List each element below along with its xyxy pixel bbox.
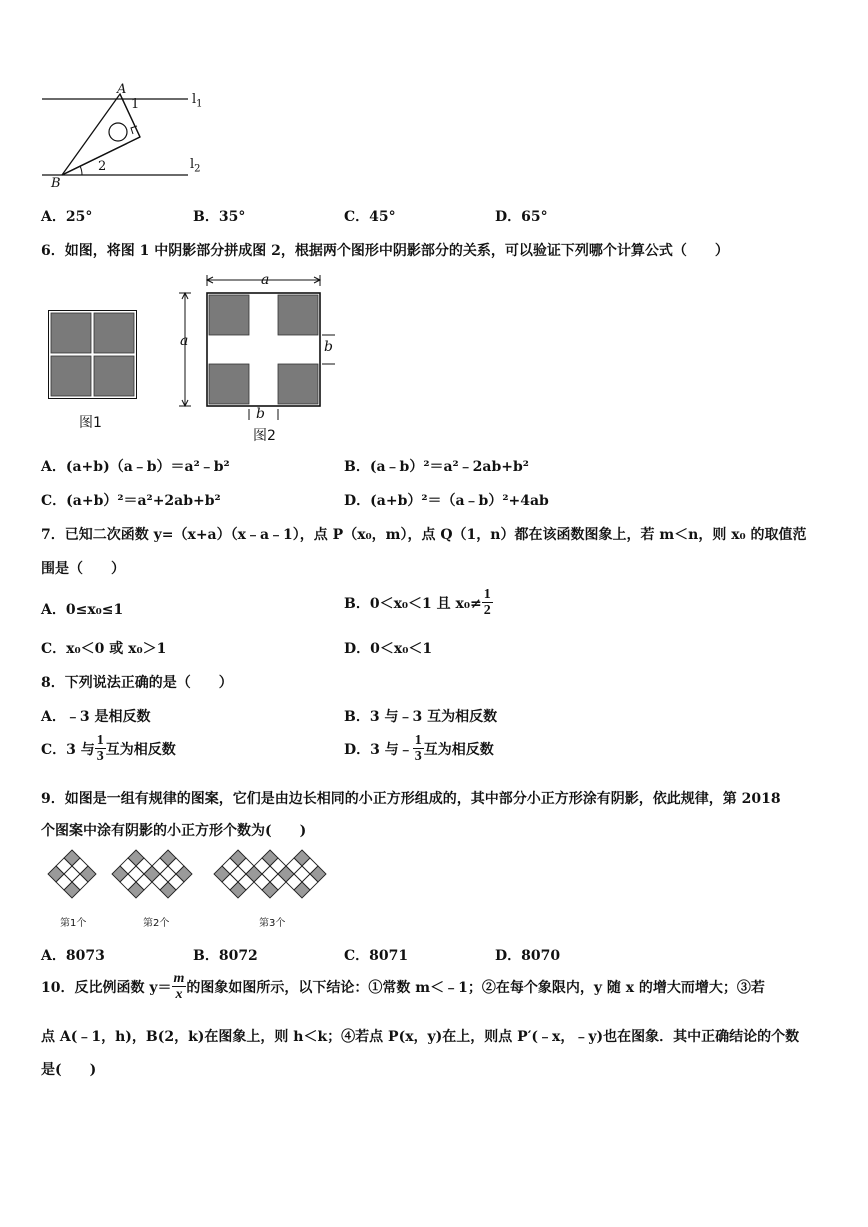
q6-stem: 6．如图，将图 1 中阴影部分拼成图 2，根据两个图形中阴影部分的关系，可以验证下列哪个计算公式（ ） (41, 243, 729, 259)
label-angle-1: 1 (131, 97, 140, 112)
label-l2: $l_2$ (190, 157, 201, 175)
q6-figure-2 (175, 272, 345, 422)
q7-stem-line1: 7．已知二次函数 y=（x+a）（x﹣a﹣1），点 P（x₀，m），点 Q（1，n）都在该函数图象上，若 m＜n，则 x₀ 的取值范 (41, 527, 807, 543)
q9-caption-2: 第2个 (143, 918, 170, 929)
label-b-bottom: b (256, 406, 265, 422)
q5-option-a: A．25° (41, 209, 93, 225)
q9-caption-3: 第3个 (259, 918, 286, 929)
label-A: A (117, 82, 127, 97)
q9-option-a: A．8073 (41, 948, 105, 964)
label-b-right: b (324, 339, 333, 355)
q7-option-a: A．0≤x₀≤1 (41, 602, 124, 618)
q10-stem-line3: 是( ) (41, 1062, 97, 1078)
q9-stem-line2: 个图案中涂有阴影的小正方形个数为( ) (41, 823, 307, 839)
label-a-top: a (261, 272, 270, 288)
label-B: B (51, 176, 61, 191)
q7-option-c: C．x₀＜0 或 x₀＞1 (41, 641, 167, 657)
q8-option-a: A．﹣3 是相反数 (41, 709, 151, 725)
figure-2-caption: 图2 (253, 428, 276, 444)
q7-stem-line2: 围是（ ） (41, 561, 125, 577)
q5-option-d: D．65° (495, 209, 548, 225)
q5-option-b: B．35° (193, 209, 246, 225)
q9-option-d: D．8070 (495, 948, 561, 964)
q10-stem-line1: 10．反比例函数 y＝ $\frac{m}{x}$ 的图象如图所示，以下结论：①常数 m＜﹣1；②在每个象限内，y 随 x 的增大而增大；③若 (41, 971, 765, 1002)
q6-option-a: A．(a+b)（a﹣b）＝a²﹣b² (41, 459, 230, 475)
label-angle-2: 2 (98, 159, 107, 174)
q7-option-b: B．0＜x₀＜1 且 x₀≠ $\frac{1}{2}$ (344, 587, 491, 618)
q8-option-c: C．3 与 $\frac{1}{3}$ 互为相反数 (41, 733, 176, 764)
q9-pattern-sequence (44, 852, 344, 912)
q9-option-b: B．8072 (193, 948, 258, 964)
q8-option-d: D．3 与﹣ $\frac{1}{3}$ 互为相反数 (344, 733, 494, 764)
q6-figure-1 (48, 310, 138, 400)
q8-stem: 8．下列说法正确的是（ ） (41, 675, 233, 691)
q8-option-b: B．3 与﹣3 互为相反数 (344, 709, 498, 725)
q7-option-d: D．0＜x₀＜1 (344, 641, 433, 657)
q10-stem-line2: 点 A(﹣1，h)，B(2，k)在图象上，则 h＜k；④若点 P(x，y)在上，则点 P′(﹣x，﹣y)也在图象．其中正确结论的个数 (41, 1029, 800, 1045)
q5-option-c: C．45° (344, 209, 396, 225)
q6-option-d: D．(a+b）²＝（a﹣b）²+4ab (344, 493, 549, 509)
q9-stem-line1: 9．如图是一组有规律的图案，它们是由边长相同的小正方形组成的，其中部分小正方形涂有阴影，依此规律，第 2018 (41, 791, 781, 807)
label-l1: $l_1$ (192, 92, 203, 110)
q6-option-b: B．(a﹣b）²＝a²﹣2ab+b² (344, 459, 529, 475)
label-a-left: a (180, 333, 189, 349)
q6-option-c: C．(a+b）²＝a²+2ab+b² (41, 493, 221, 509)
q9-caption-1: 第1个 (60, 918, 87, 929)
q9-option-c: C．8071 (344, 948, 409, 964)
figure-1-caption: 图1 (79, 415, 102, 431)
